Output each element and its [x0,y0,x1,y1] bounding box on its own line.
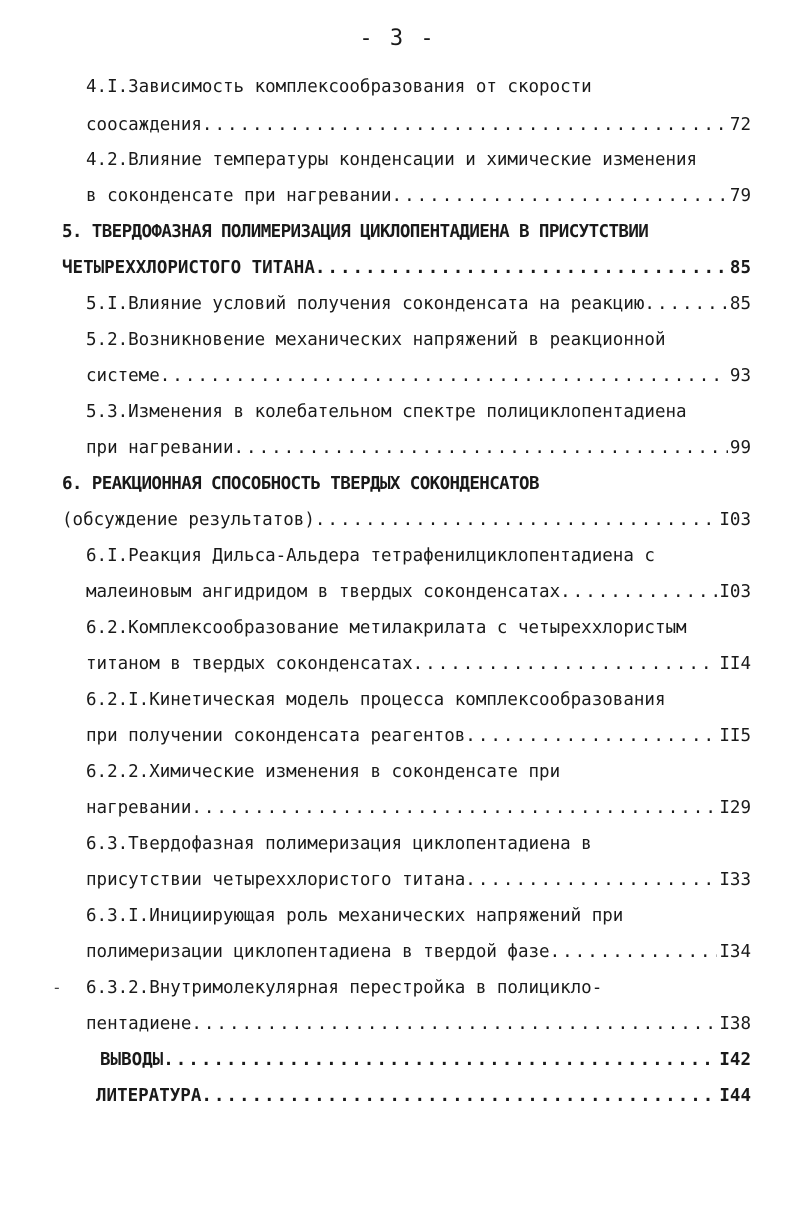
toc-page-number: I42 [719,1050,751,1070]
toc-chapter-5-title: 5. ТВЕРДОФАЗНАЯ ПОЛИМЕРИЗАЦИЯ ЦИКЛОПЕНТАДИЕНА В ПРИСУТСТВИИ [62,222,649,242]
toc-entry-6-3-continuation [86,865,751,895]
leader-dots [413,649,718,679]
toc-entry-6-2-continuation [86,649,751,679]
toc-entry-label: титаном в твердых соконденсатах [86,654,413,674]
toc-entry-6-2-1-title: 6.2.I.Кинетическая модель процесса комплексообразования [86,690,666,710]
leader-dots [550,937,718,967]
leader-dots [560,577,717,607]
toc-entry-label: присутствии четыреххлористого титана [86,870,466,890]
toc-page-number: 72 [729,115,751,135]
toc-entry-5-3-title: 5.3.Изменения в колебательном спектре полициклопентадиена [86,402,687,422]
toc-entry-label: при нагревании [86,438,234,458]
toc-page-number: 99 [729,438,751,458]
toc-entry-5-2-continuation [86,361,751,391]
leader-dots [465,721,717,751]
toc-entry-6-3-title: 6.3.Твердофазная полимеризация циклопентадиена в [86,834,592,854]
toc-entry-4-2-title: 4.2.Влияние температуры конденсации и химические изменения [86,150,698,170]
toc-page-number: 93 [729,366,751,386]
toc-entry-4-2-continuation [86,181,751,211]
leader-dots [644,289,728,319]
toc-page-number: I29 [719,798,751,818]
toc-entry-5-2-title: 5.2.Возникновение механических напряжений в реакционной [86,330,666,350]
toc-entry-6-3-2-continuation [86,1009,751,1039]
leader-dots [234,433,728,463]
toc-entry-6-2-2-title: 6.2.2.Химические изменения в соконденсате при [86,762,561,782]
toc-entry-6-3-1-title: 6.3.I.Инициирующая роль механических напряжений при [86,906,624,926]
toc-entry-label: 5.I.Влияние условий получения соконденсата на реакцию [86,294,645,314]
toc-entry-label: (обсуждение результатов) [62,510,315,530]
toc-entry-5-3-continuation [86,433,751,463]
leader-dots [315,253,728,283]
leader-dots [465,865,717,895]
toc-page-number: I34 [719,942,751,962]
toc-page-number: 79 [729,186,751,206]
toc-entry-6-2-title: 6.2.Комплексообразование метилакрилата с четыреххлористым [86,618,687,638]
leader-dots [191,1009,717,1039]
toc-chapter-6-title: 6. РЕАКЦИОННАЯ СПОСОБНОСТЬ ТВЕРДЫХ СОКОНДЕНСАТОВ [62,474,539,494]
leader-dots [160,361,728,391]
toc-entry-label: ЛИТЕРАТУРА [96,1086,202,1106]
leader-dots [163,1045,717,1075]
toc-entry-5-1 [86,289,751,319]
toc-page-number: I38 [719,1014,751,1034]
toc-chapter-5-continuation [62,253,751,283]
toc-entry-6-1-continuation [86,577,751,607]
leader-dots [191,793,717,823]
toc-entry-label: полимеризации циклопентадиена в твердой фазе [86,942,550,962]
leader-dots [315,505,718,535]
toc-page-number: I03 [719,510,751,530]
toc-entry-6-3-1-continuation [86,937,751,967]
toc-entry-literature [96,1081,751,1111]
toc-entry-6-2-2-continuation [86,793,751,823]
page-number: - 3 - [359,26,436,51]
toc-page-number: I03 [719,582,751,602]
toc-page-number: I33 [719,870,751,890]
toc-entry-6-3-2-title: 6.3.2.Внутримолекулярная перестройка в полицикло- [86,978,603,998]
toc-entry-label: в соконденсате при нагревании [86,186,392,206]
toc-chapter-6-continuation [62,505,751,535]
toc-page-number: I44 [719,1086,751,1106]
toc-entry-4-1-continuation [86,110,751,140]
leader-dots [392,181,728,211]
toc-page-number: 85 [729,294,751,314]
toc-page-number: II5 [719,726,751,746]
scan-mark: - [52,978,62,997]
leader-dots [202,110,728,140]
leader-dots [201,1081,717,1111]
toc-page-number: II4 [719,654,751,674]
toc-entry-conclusions [100,1045,751,1075]
toc-entry-label: малеиновым ангидридом в твердых соконденсатах [86,582,561,602]
toc-entry-label: системе [86,366,160,386]
toc-page-number: 85 [729,258,751,278]
toc-entry-label: ЧЕТЫРЕХХЛОРИСТОГО ТИТАНА [62,258,315,278]
toc-entry-6-2-1-continuation [86,721,751,751]
toc-entry-label: пентадиене [86,1014,192,1034]
toc-entry-label: при получении соконденсата реагентов [86,726,466,746]
toc-entry-6-1-title: 6.I.Реакция Дильса-Альдера тетрафенилциклопентадиена с [86,546,655,566]
toc-entry-label: нагревании [86,798,192,818]
toc-entry-label: соосаждения [86,115,202,135]
toc-entry-4-1-title: 4.I.Зависимость комплексообразования от скорости [86,77,592,97]
toc-entry-label: ВЫВОДЫ [100,1050,164,1070]
